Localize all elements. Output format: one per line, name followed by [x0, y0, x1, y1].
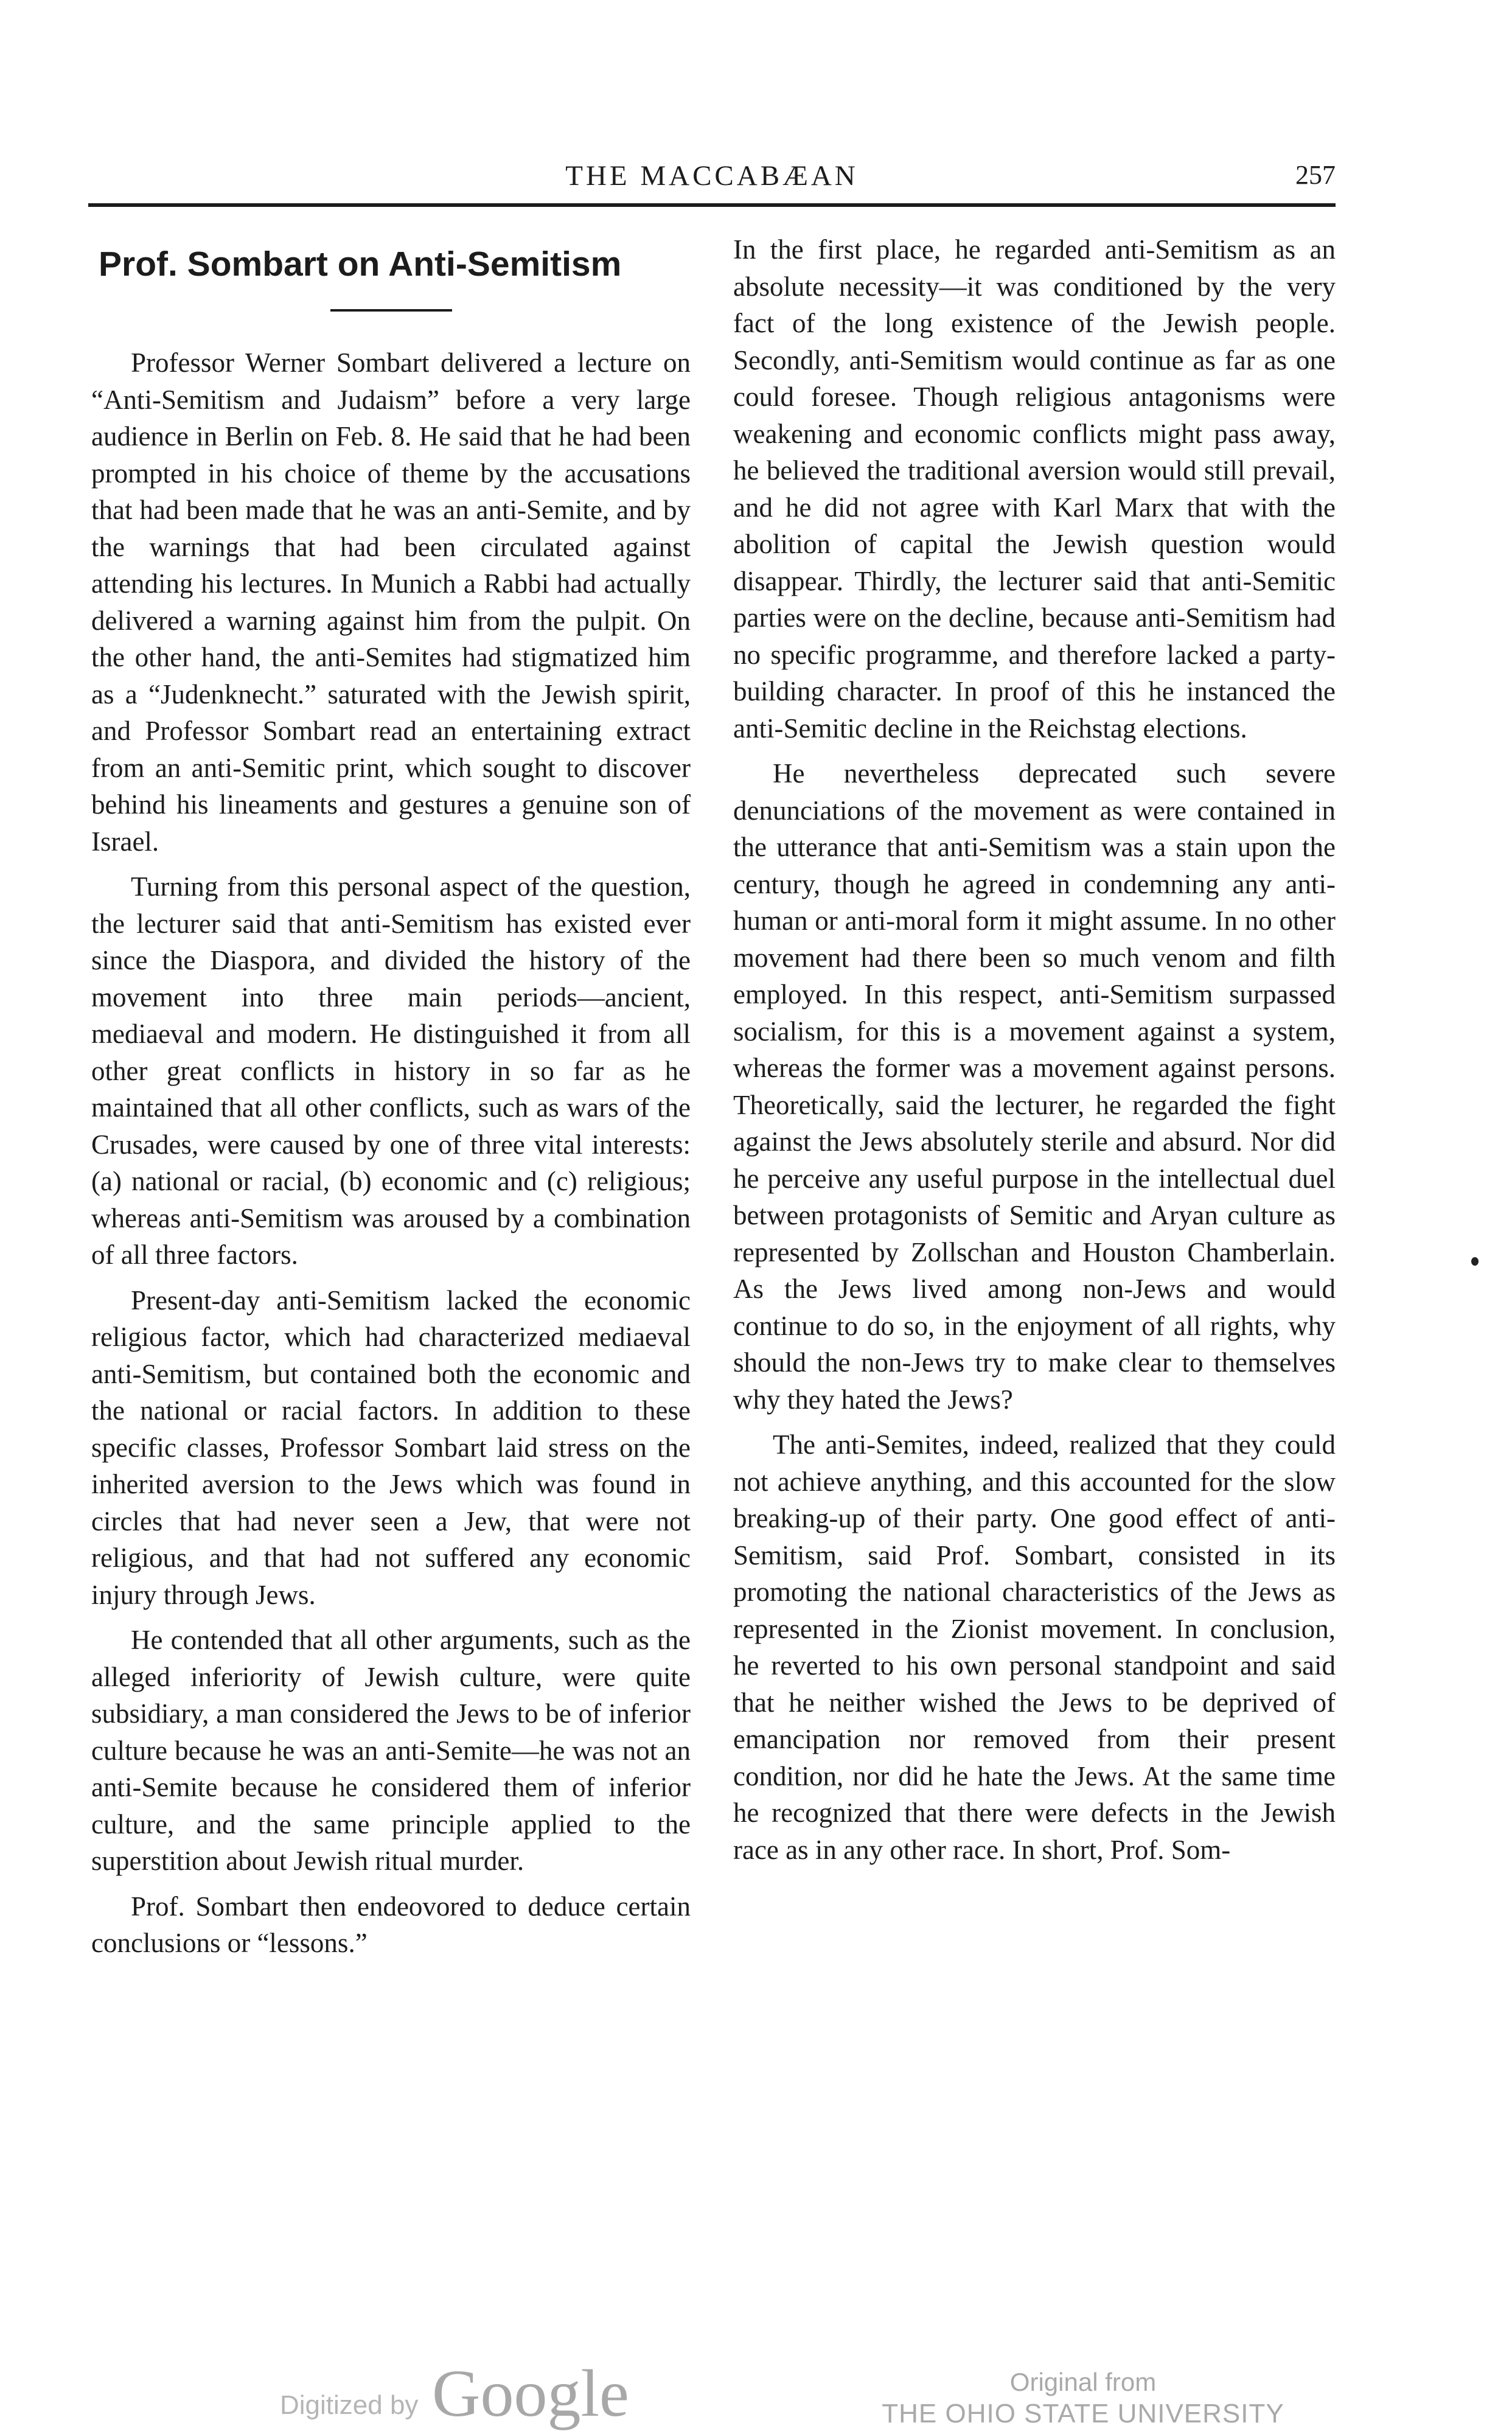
header-rule [88, 203, 1336, 207]
paragraph: Turning from this personal aspect of the question, the lecturer said that anti-Semitism has existed ever since the Diaspora, and divided the history of the movement into three main periods—ancient, mediaeval and modern. He distinguished it from all other great conflicts in history in so far as he maintained that all other conflicts, such as wars of the Crusades, were caused by one of three vital interests: (a) national or racial, (b) economic and (c) religious; whereas anti-Semitism was aroused by a combination of all three factors. [91, 871, 691, 1270]
paragraph: Prof. Sombart then endeovored to deduce certain conclusions or “lessons.” [91, 1891, 691, 1958]
paragraph: The anti-Semites, indeed, realized that they could not achieve anything, and this accounted for the slow breaking-up of their party. One good effect of anti-Semitism, said Prof. Sombart, consisted in its promoting the national characteristics of the Jews as represented in the Zionist movement. In conclusion, he reverted to his own personal standpoint and said that he neither wished the Jews to be deprived of emancipation nor removed from their present condition, nor did he hate the Jews. At the same time he recognized that there were defects in the Jewish race as in any other race. In short, Prof. Som- [733, 1429, 1336, 1865]
page-number: 257 [1295, 160, 1336, 190]
google-logo: Google [432, 2356, 629, 2430]
paragraph: He nevertheless deprecated such severe denunciations of the movement as were contained in the utterance that anti-Semitism was a stain upon the century, though he agreed in condemning any anti-human or anti-moral form it might assume. In no other movement had there been so much venom and filth employed. In this respect, anti-Semitism surpassed socialism, for this is a movement against a system, whereas the former was a movement against persons. Theoretically, said the lecturer, he regarded the fight against the Jews absolutely sterile and absurd. Nor did he perceive any useful purpose in the intellectual duel between protagonists of Semitic and Aryan culture as represented by Zollschan and Houston Chamberlain. As the Jews lived among non-Jews and would continue to do so, in the enjoyment of all rights, why should the non-Jews try to make clear to themselves why they hated the Jews? [733, 758, 1336, 1415]
left-column [91, 231, 691, 1970]
university-label: THE OHIO STATE UNIVERSITY [882, 2399, 1284, 2429]
paragraph: Present-day anti-Semitism lacked the economic religious factor, which had characterized mediaeval anti-Semitism, but contained both the economic and the national or racial factors. In addition to these specific classes, Professor Sombart laid stress on the inherited aversion to the Jews which was found in circles that had never seen a Jew, that were not religious, and that had not suffered any economic injury through Jews. [91, 1285, 691, 1610]
paragraph: He contended that all other arguments, such as the alleged inferiority of Jewish culture, were quite subsidiary, a man considered the Jews to be of inferior culture because he was an anti-Semite—he was not an anti-Semite because he considered them of inferior culture, and the same principle applied to the superstition about Jewish ritual murder. [91, 1625, 691, 1876]
original-from-label: Original from [1009, 2368, 1157, 2396]
source-watermark [876, 2367, 1290, 2430]
paragraph-continued: In the first place, he regarded anti-Semitism as an absolute necessity—it was conditioned by the very fact of the long existence of the Jewish people. Secondly, anti-Semitism would continue as far as one could foresee. Though religious antagonisms were weakening and economic conflicts might pass away, he believed the traditional aversion would still prevail, and he did not agree with Karl Marx that with the abolition of capital the Jewish question would disappear. Thirdly, the lecturer said that anti-Semitic parties were on the decline, because anti-Semitism had no specific programme, and therefore lacked a party-building character. In proof of this he instanced the anti-Semitic decline in the Reichstag elections. [733, 234, 1336, 744]
article-title: Prof. Sombart on Anti-Semitism [99, 245, 622, 284]
ink-speck [1471, 1257, 1479, 1266]
title-rule [330, 309, 452, 312]
running-title: THE MACCABÆAN [565, 160, 859, 192]
digitized-by-label: Digitized by [280, 2390, 419, 2420]
right-column [733, 231, 1336, 1877]
running-head [88, 159, 1336, 200]
paragraph: Professor Werner Sombart delivered a lecture on “Anti-Semitism and Judaism” before a very large audience in Berlin on Feb. 8. He said that he had been prompted in his choice of theme by the accusations that had been made that he was an anti-Semite, and by the warnings that had been circulated against attending his lectures. In Munich a Rabbi had actually delivered a warning against him from the pulpit. On the other hand, the anti-Semites had stigmatized him as a “Judenknecht.” saturated with the Jewish spirit, and Professor Sombart read an entertaining extract from an anti-Semitic print, which sought to discover behind his lineaments and gestures a genuine son of Israel. [91, 347, 691, 857]
